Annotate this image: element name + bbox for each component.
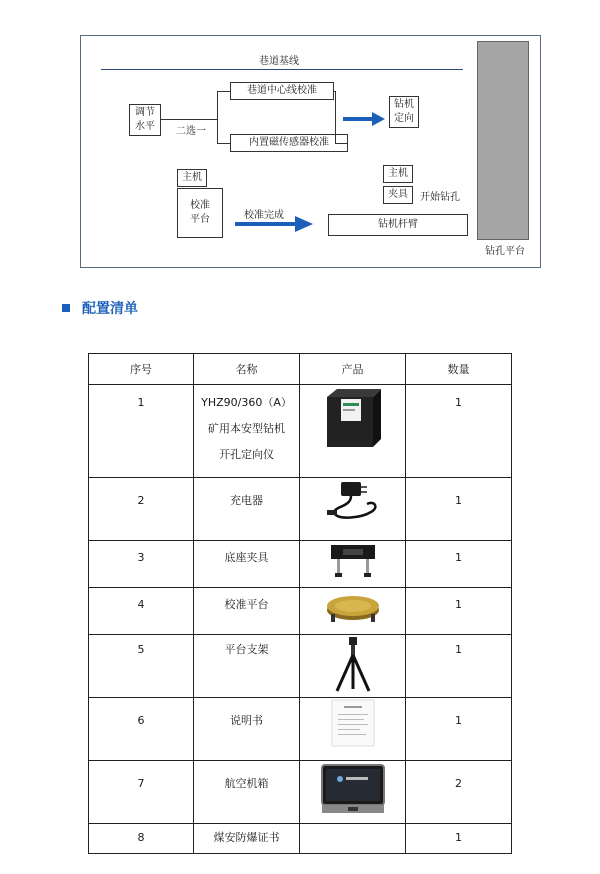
row-name: YHZ90/360（A） 矿用本安型钻机 开孔定向仪 [201, 396, 292, 461]
section-header [62, 298, 138, 318]
row-qty: 1 [455, 396, 462, 409]
row-qty: 1 [455, 714, 462, 727]
row-number: 3 [137, 551, 145, 564]
row-number: 4 [137, 598, 145, 611]
table-row [89, 385, 512, 478]
platform-icon [300, 588, 405, 628]
section-square-icon [62, 304, 70, 312]
host-box-1: 主机 [177, 169, 207, 187]
row-name: 底座夹具 [224, 551, 269, 564]
row-qty: 1 [455, 643, 462, 656]
drill-orient-box: 钻机 定向 [389, 96, 419, 128]
clamp-icon [300, 541, 405, 579]
calib-platform-box: 校准 平台 [177, 188, 223, 238]
manual-icon [300, 698, 405, 748]
workflow-diagram [80, 35, 541, 268]
row-name: 煤安防爆证书 [213, 831, 280, 844]
row-number: 7 [137, 777, 145, 790]
table-row [89, 478, 512, 541]
tripod-icon [300, 635, 405, 693]
start-drill-label: 开始钻孔 [420, 192, 460, 203]
connector [217, 91, 230, 92]
section-title: 配置清单 [82, 301, 138, 317]
case-icon [300, 761, 405, 817]
header-cell: 名称 [194, 354, 300, 385]
table-row [89, 824, 512, 854]
header-cell: 数量 [406, 354, 512, 385]
clamp-box: 夹具 [383, 186, 413, 204]
connector [217, 143, 230, 144]
row-name: 充电器 [230, 494, 263, 507]
blue-arrow-icon [235, 216, 313, 236]
row-name: 航空机箱 [224, 777, 269, 790]
row-name: 平台支架 [224, 643, 269, 656]
table-row [89, 635, 512, 698]
drill-platform-label: 钻孔平台 [485, 246, 525, 257]
mag-calib-box: 内置磁传感器校准 [230, 134, 348, 152]
header-cell: 产品 [300, 354, 406, 385]
connector [217, 91, 218, 144]
row-qty: 1 [455, 494, 462, 507]
table-row [89, 588, 512, 635]
drill-arm-box: 钻机杆臂 [328, 214, 468, 236]
row-number: 5 [137, 643, 145, 656]
row-number: 8 [137, 831, 145, 844]
row-name: 校准平台 [224, 598, 269, 611]
calib-done-label: 校准完成 [244, 210, 284, 221]
connector [335, 143, 348, 144]
choose-one-label: 二选一 [176, 126, 206, 137]
table-row [89, 761, 512, 824]
row-qty: 1 [455, 831, 462, 844]
host-box-2: 主机 [383, 165, 413, 183]
connector [161, 119, 217, 120]
connector [335, 91, 336, 144]
baseline-label: 巷道基线 [259, 56, 299, 67]
center-calib-box: 巷道中心线校准 [230, 82, 334, 100]
row-number: 1 [137, 396, 145, 409]
table-row [89, 698, 512, 761]
adjust-level-box: 调节 水平 [129, 104, 161, 136]
row-qty: 1 [455, 551, 462, 564]
row-qty: 1 [455, 598, 462, 611]
drill-platform-bar [477, 41, 529, 240]
device-icon [300, 385, 405, 451]
blue-arrow-icon [343, 111, 385, 130]
table-header-row [89, 354, 512, 385]
table-row [89, 541, 512, 588]
row-name: 说明书 [230, 714, 263, 727]
baseline-line [101, 69, 463, 70]
row-qty: 2 [455, 777, 462, 790]
header-cell: 序号 [89, 354, 194, 385]
row-number: 2 [137, 494, 145, 507]
charger-icon [300, 478, 405, 522]
config-table [88, 353, 512, 854]
row-number: 6 [137, 714, 145, 727]
